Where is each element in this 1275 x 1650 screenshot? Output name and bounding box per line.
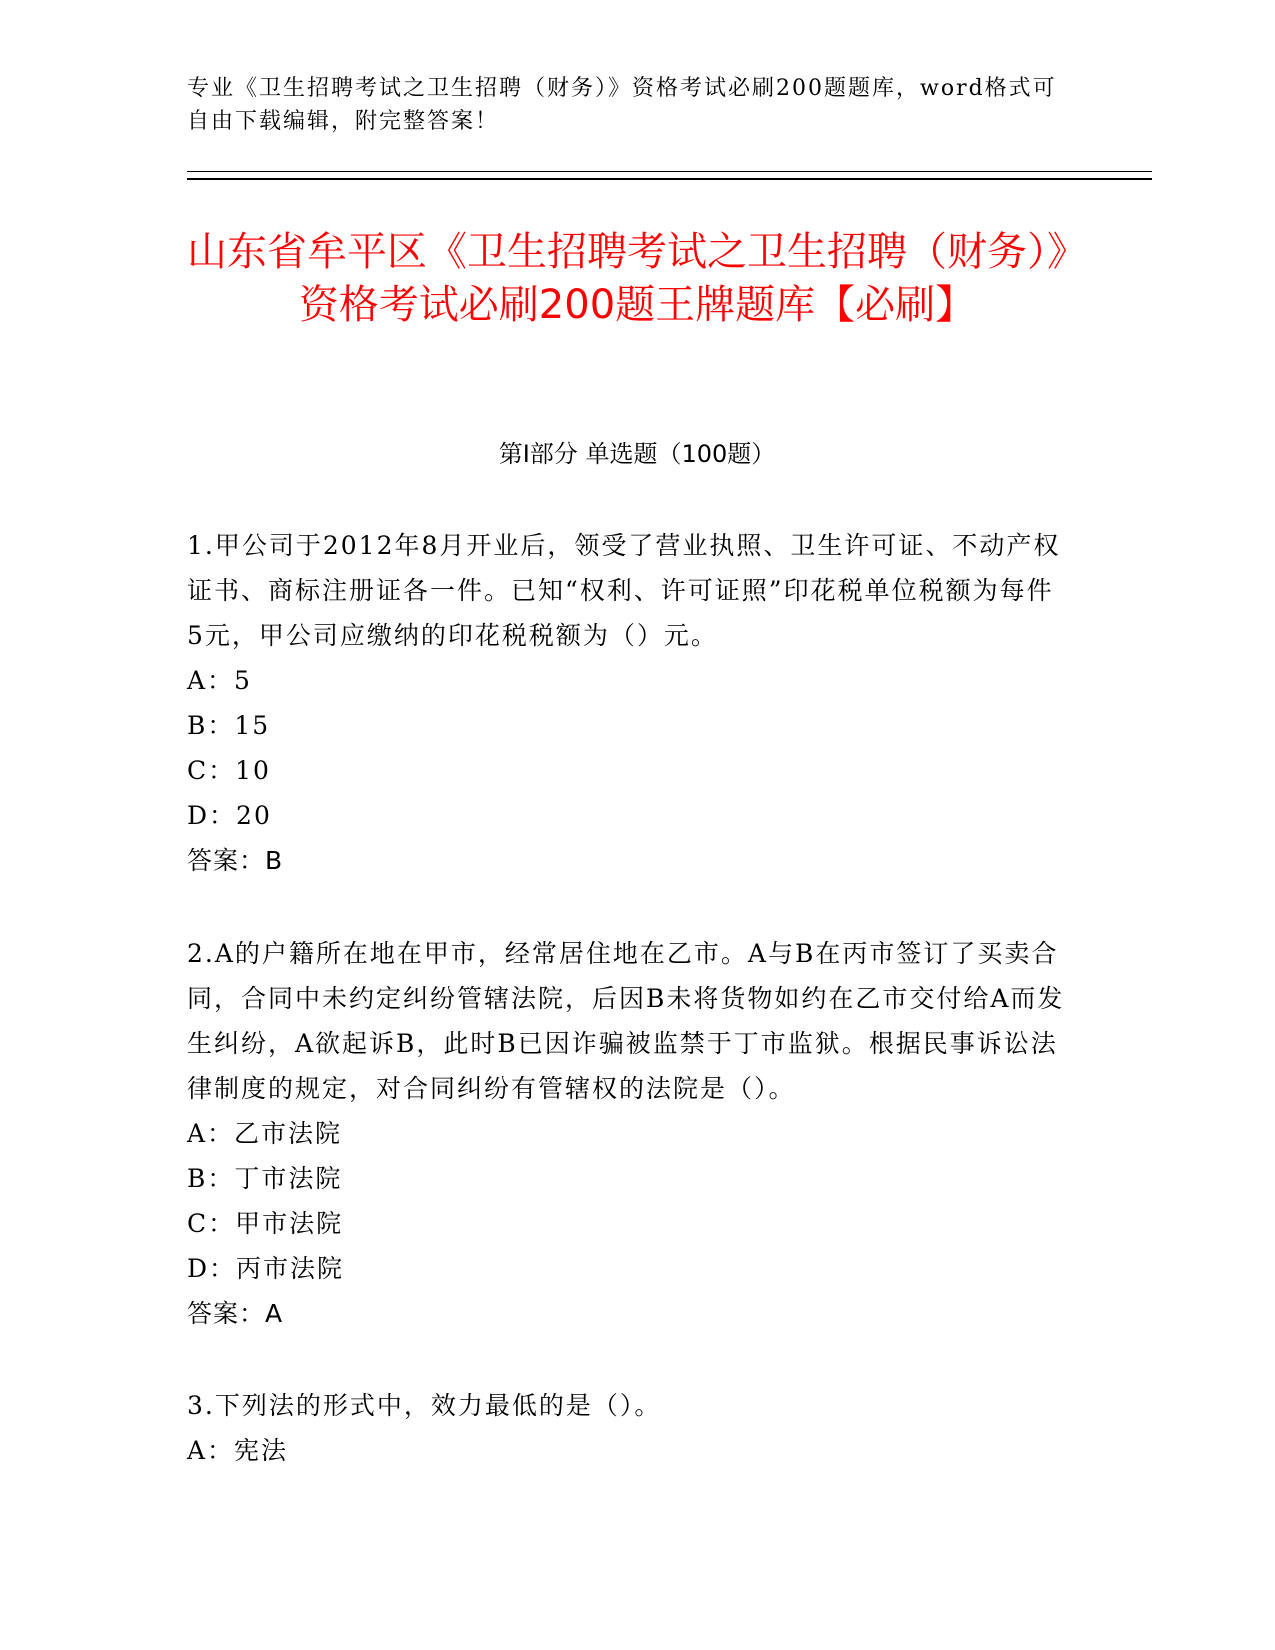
header-note: 专业《卫生招聘考试之卫生招聘（财务）》资格考试必刷200题题库，word格式可自由下载编辑，附完整答案！ bbox=[187, 76, 1057, 134]
answer-line: 答案：B bbox=[187, 846, 284, 875]
document-title: 山东省牟平区《卫生招聘考试之卫生招聘（财务）》资格考试必刷200题王牌题库【必刷】 bbox=[187, 229, 1087, 328]
question-stem: 2.A的户籍所在地在甲市，经常居住地在乙市。A与B在丙市签订了买卖合同，合同中未约定纠纷管辖法院，后因B未将货物如约在乙市交付给A而发生纠纷，A欲起诉B，此时B已因诈骗被监禁于丁市监狱。根据民事诉讼法律制度的规定，对合同纠纷有管辖权的法院是（）。 bbox=[187, 939, 1065, 1103]
option-b: B：15 bbox=[187, 711, 271, 740]
option-a: A：5 bbox=[187, 666, 252, 695]
header-divider-thin bbox=[187, 171, 1152, 172]
option-b: B：丁市法院 bbox=[187, 1164, 343, 1193]
option-d: D：丙市法院 bbox=[187, 1254, 345, 1283]
option-c: C：甲市法院 bbox=[187, 1209, 344, 1238]
question-stem: 1.甲公司于2012年8月开业后，领受了营业执照、卫生许可证、不动产权证书、商标注册证各一件。已知“权利、许可证照”印花税单位税额为每件5元，甲公司应缴纳的印花税税额为（）元。 bbox=[187, 531, 1061, 650]
option-c: C：10 bbox=[187, 756, 271, 785]
option-a: A：乙市法院 bbox=[187, 1119, 343, 1148]
option-a: A：宪法 bbox=[187, 1436, 289, 1465]
question-3 bbox=[187, 1383, 1067, 1473]
question-2 bbox=[187, 931, 1067, 1336]
question-stem: 3.下列法的形式中，效力最低的是（）。 bbox=[187, 1391, 662, 1420]
section-heading: 第I部分 单选题（100题） bbox=[498, 440, 776, 468]
option-d: D：20 bbox=[187, 801, 272, 830]
answer-line: 答案：A bbox=[187, 1299, 284, 1328]
header-divider-thick bbox=[187, 178, 1152, 180]
question-1 bbox=[187, 523, 1067, 883]
